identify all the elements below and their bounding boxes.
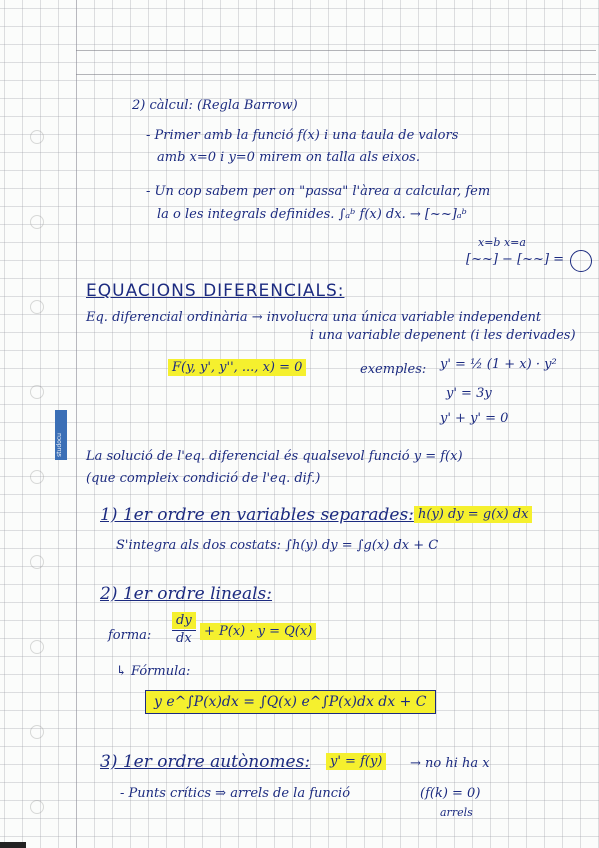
header-rule-2 [76, 74, 596, 75]
calc-line-4: la o les integrals definides. ∫ₐᵇ f(x) dx. → [~~]ₐᵇ [157, 207, 467, 222]
formula-box: y e^∫P(x)dx = ∫Q(x) e^∫P(x)dx dx + C [145, 694, 436, 711]
solution-1: La solució de l'eq. diferencial és qualsevol funció y = f(x) [86, 449, 463, 464]
critical-sub: arrels [440, 806, 473, 819]
critical-eq: (f(k) = 0) [420, 786, 481, 801]
calc-line-2: amb x=0 i y=0 mirem on talla als eixos. [157, 150, 420, 165]
calc-heading: 2) càlcul: (Regla Barrow) [132, 98, 298, 113]
critical-points: - Punts crítics ⇒ arrels de la funció [120, 786, 351, 801]
first-order-linear: 2) 1er ordre lineals: [100, 584, 273, 604]
example-2: y' = 3y [446, 386, 492, 401]
examples-label: exemples: [360, 362, 427, 377]
example-1: y' = ½ (1 + x) · y² [440, 357, 557, 372]
header-rule [76, 50, 596, 51]
calc-line-6: [~~] − [~~] = [466, 252, 565, 267]
zero-circle [570, 250, 592, 272]
calc-line-1: - Primer amb la funció f(x) i una taula de valors [146, 128, 459, 143]
eq-title: EQUACIONS DIFERENCIALS: [86, 281, 345, 301]
tab-label: studocu [56, 433, 63, 457]
eq-def-1: Eq. diferencial ordinària → involucra una única variable independent [86, 310, 542, 325]
first-order-separable-eq: h(y) dy = g(x) dx [414, 507, 532, 523]
example-3: y' + y' = 0 [440, 411, 509, 426]
form-equation: + P(x) · y = Q(x) [200, 624, 316, 640]
form-numerator: dy [172, 612, 196, 629]
solution-2: (que compleix condició de l'eq. dif.) [86, 471, 321, 486]
formula-label: ↳ Fórmula: [116, 664, 191, 679]
integrate-both-sides: S'integra als dos costats: ∫h(y) dy = ∫g(x) dx + C [116, 538, 439, 553]
calc-line-3: - Un cop sabem per on "passa" l'àrea a calcular, fem [146, 184, 491, 199]
autonomous-heading: 3) 1er ordre autònomes: [100, 752, 311, 772]
eq-general: F(y, y', y'', ..., x) = 0 [168, 360, 306, 376]
form-denominator: dx [172, 630, 196, 646]
eq-def-2: i una variable depenent (i les derivades) [310, 328, 576, 343]
autonomous-eq: y' = f(y) [326, 754, 386, 770]
form-label: forma: [108, 628, 152, 643]
margin-line [76, 0, 77, 848]
scan-edge [0, 842, 26, 848]
form-fraction [172, 612, 196, 647]
autonomous-note: → no hi ha x [410, 756, 490, 771]
studocu-tab[interactable] [55, 410, 67, 460]
calc-line-5: x=b x=a [478, 236, 526, 249]
first-order-separable: 1) 1er ordre en variables separades: [100, 505, 414, 525]
